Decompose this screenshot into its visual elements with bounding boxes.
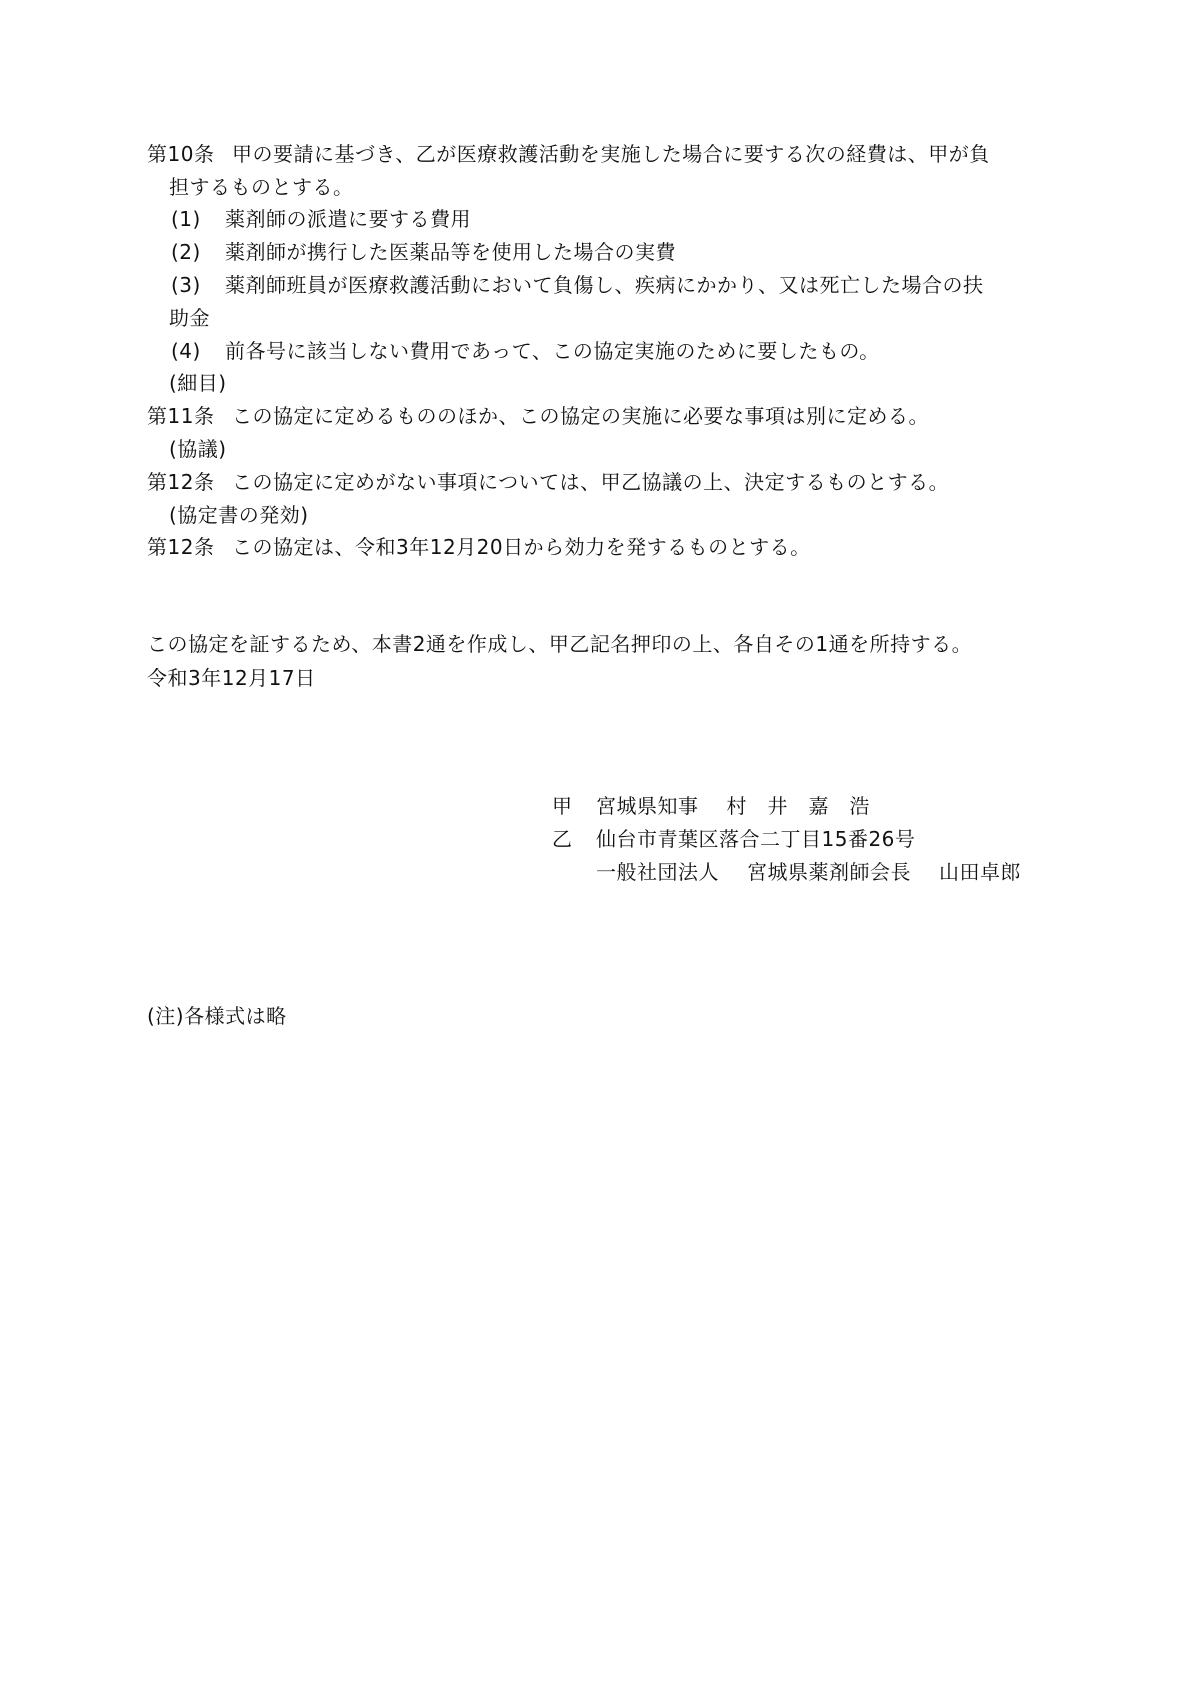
signature-party-b-representative — [596, 859, 1021, 885]
item-number: (4) — [171, 339, 201, 363]
article-12-caption: (協議) — [169, 437, 227, 461]
item-text: 前各号に該当しない費用であって、この協定実施のために要したもの。 — [225, 339, 880, 363]
article-10-text: 甲の要請に基づき、乙が医療救護活動を実施した場合に要する次の経費は、甲が負 — [232, 142, 990, 166]
article-12-text: この協定に定めがない事項については、甲乙協議の上、決定するものとする。 — [232, 470, 950, 494]
item-number: (2) — [171, 240, 201, 264]
article-12b-number: 第12条 — [147, 535, 215, 559]
article-11-text: この協定に定めるもののほか、この協定の実施に必要な事項は別に定める。 — [232, 404, 929, 428]
item-number: (3) — [171, 273, 201, 297]
article-11-caption: (細目) — [169, 371, 227, 395]
party-b-label: 乙 — [552, 827, 573, 851]
article-10-item-2 — [171, 239, 676, 265]
item-text: 薬剤師班員が医療救護活動において負傷し、疾病にかかり、又は死亡した場合の扶 — [225, 273, 984, 297]
article-10-item-3 — [171, 272, 984, 298]
article-10-continuation: 担するものとする。 — [169, 175, 354, 199]
signature-party-b — [552, 826, 915, 852]
party-b-name: 山田卓郎 — [939, 860, 1021, 884]
article-12-number: 第12条 — [147, 470, 215, 494]
article-12b — [147, 534, 811, 560]
article-10-item-4 — [171, 338, 880, 364]
article-12b-text: この協定は、令和3年12月20日から効力を発するものとする。 — [232, 535, 811, 559]
article-10 — [147, 141, 990, 167]
party-b-address: 仙台市青葉区落合二丁目15番26号 — [596, 827, 916, 851]
party-a-name: 村 井 嘉 浩 — [726, 794, 870, 818]
signature-party-a — [552, 793, 870, 819]
party-a-label: 甲 — [552, 794, 573, 818]
item-number: (1) — [171, 207, 201, 231]
item-text: 薬剤師が携行した医薬品等を使用した場合の実費 — [225, 240, 676, 264]
article-11 — [147, 403, 929, 429]
article-10-item-3-continuation: 助金 — [169, 306, 210, 330]
party-b-title: 宮城県薬剤師会長 — [747, 860, 911, 884]
article-12 — [147, 469, 949, 495]
item-text: 薬剤師の派遣に要する費用 — [225, 207, 471, 231]
article-10-item-1 — [171, 206, 471, 232]
party-a-title: 宮城県知事 — [596, 794, 699, 818]
article-12b-caption: (協定書の発効) — [169, 503, 309, 527]
party-b-org: 一般社団法人 — [596, 860, 719, 884]
article-10-number: 第10条 — [147, 142, 215, 166]
agreement-date: 令和3年12月17日 — [147, 666, 316, 690]
note: (注)各様式は略 — [147, 1004, 287, 1028]
article-11-number: 第11条 — [147, 404, 215, 428]
closing-statement: この協定を証するため、本書2通を作成し、甲乙記名押印の上、各自その1通を所持する。 — [147, 632, 973, 656]
